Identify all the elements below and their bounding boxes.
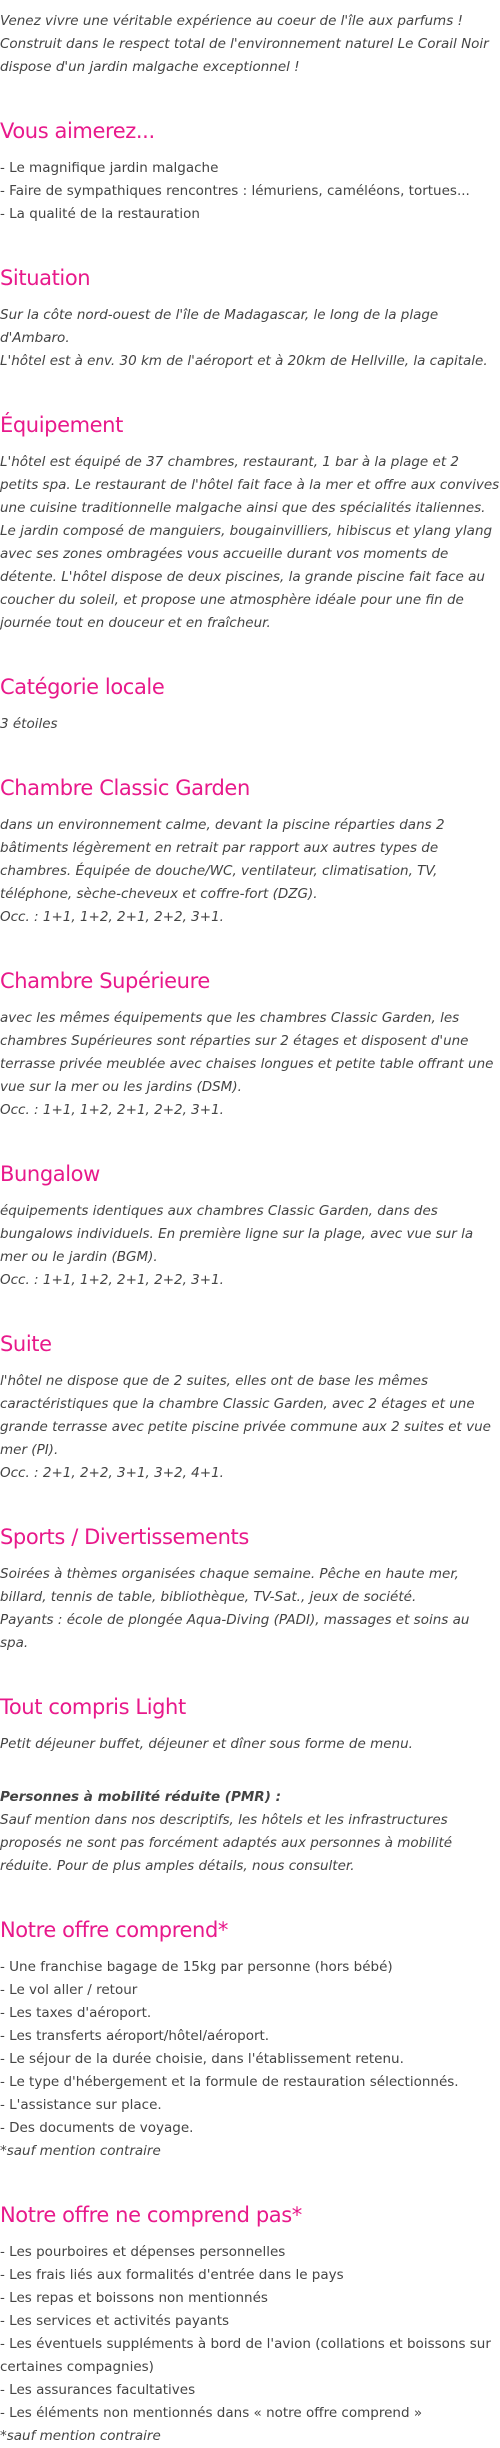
section-tout-compris	[0, 1693, 500, 1756]
included-list	[0, 1956, 500, 2140]
section-superieure	[0, 967, 500, 1122]
list-item: - Une franchise bagage de 15kg par personne (hors bébé)	[0, 1959, 393, 1975]
section-sports	[0, 1523, 500, 1655]
section-title: Sports / Divertissements	[0, 1525, 249, 1549]
equipement-text: L'hôtel est équipé de 37 chambres, restaurant, 1 bar à la plage et 2 petits spa. Le restaurant de l'hôtel fait face à la mer et offre aux convives une cuisine traditionnelle malgache ainsi que des spécialités italiennes. Le jardin composé de manguiers, bougainvilliers, hibiscus et ylang ylang avec ses zones ombragées vous accueille durant vos moments de détente. L'hôtel dispose de deux piscines, la grande piscine fait face au coucher du soleil, et propose une atmosphère idéale pour une fin de journée tout en douceur et en fraîcheur.	[0, 454, 500, 631]
room-description: avec les mêmes équipements que les chambres Classic Garden, les chambres Supérieures sont réparties sur 2 étages et disposent d'une terrasse privée meublée avec chaises longues et petite table offrant une vue sur la mer ou les jardins (DSM).	[0, 1010, 494, 1095]
footnote: *sauf mention contraire	[0, 2143, 161, 2159]
list-item: - Des documents de voyage.	[0, 2120, 194, 2136]
list-item: - Le vol aller / retour	[0, 1982, 138, 1998]
room-description: équipements identiques aux chambres Classic Garden, dans des bungalows individuels. En première ligne sur la plage, avec vue sur la mer ou le jardin (BGM).	[0, 1203, 474, 1265]
section-title: Notre offre comprend*	[0, 1918, 228, 1942]
sports-text: Soirées à thèmes organisées chaque semaine. Pêche en haute mer, billard, tennis de table, bibliothèque, TV-Sat., jeux de société.	[0, 1566, 459, 1605]
section-title: Notre offre ne comprend pas*	[0, 2203, 302, 2227]
categorie-text: 3 étoiles	[0, 716, 58, 732]
intro-text: Venez vivre une véritable expérience au coeur de l'île aux parfums ! Construit dans le respect total de l'environnement naturel Le Corail Noir dispose d'un jardin malgache exceptionnel !	[0, 13, 489, 75]
list-item: - Les taxes d'aéroport.	[0, 2005, 152, 2021]
section-pmr	[0, 1786, 500, 1878]
list-item: - Faire de sympathiques rencontres : lémuriens, caméléons, tortues...	[0, 183, 470, 199]
section-categorie	[0, 673, 500, 736]
section-equipement	[0, 411, 500, 635]
list-item: - Les services et activités payants	[0, 2313, 230, 2329]
section-title: Chambre Supérieure	[0, 969, 210, 993]
section-title: Bungalow	[0, 1162, 100, 1186]
list-item: - Les pourboires et dépenses personnelles	[0, 2244, 286, 2260]
section-offre-ne-comprend-pas	[0, 2201, 500, 2448]
excluded-list	[0, 2241, 500, 2425]
section-title: Suite	[0, 1332, 52, 1356]
room-occupancy: Occ. : 1+1, 1+2, 2+1, 2+2, 3+1.	[0, 909, 224, 925]
pmr-title: Personnes à mobilité réduite (PMR) :	[0, 1789, 281, 1805]
board-text: Petit déjeuner buffet, déjeuner et dîner sous forme de menu.	[0, 1736, 413, 1752]
list-item: - Les éventuels suppléments à bord de l'avion (collations et boissons sur certaines compagnies)	[0, 2336, 491, 2375]
section-vous-aimerez	[0, 117, 500, 226]
likes-list	[0, 157, 500, 226]
list-item: - Le séjour de la durée choisie, dans l'établissement retenu.	[0, 2051, 404, 2067]
list-item: - La qualité de la restauration	[0, 206, 200, 222]
sports-payants: Payants : école de plongée Aqua-Diving (PADI), massages et soins au spa.	[0, 1612, 470, 1651]
room-description: dans un environnement calme, devant la piscine réparties dans 2 bâtiments légèrement en retrait par rapport aux autres types de chambres. Équipée de douche/WC, ventilateur, climatisation, TV, téléphone, sèche-cheveux et coffre-fort (DZG).	[0, 817, 445, 902]
list-item: - Les transferts aéroport/hôtel/aéroport.	[0, 2028, 270, 2044]
section-title: Situation	[0, 266, 91, 290]
room-description: l'hôtel ne dispose que de 2 suites, elles ont de base les mêmes caractéristiques que la chambre Classic Garden, avec 2 étages et une grande terrasse avec petite piscine privée commune aux 2 suites et vue mer (PI).	[0, 1373, 491, 1458]
section-title: Équipement	[0, 413, 123, 437]
room-occupancy: Occ. : 1+1, 1+2, 2+1, 2+2, 3+1.	[0, 1272, 224, 1288]
footnote: *sauf mention contraire	[0, 2428, 161, 2444]
list-item: - Le magnifique jardin malgache	[0, 160, 219, 176]
section-title: Catégorie locale	[0, 675, 165, 699]
section-title: Tout compris Light	[0, 1695, 186, 1719]
situation-line: Sur la côte nord-ouest de l'île de Madagascar, le long de la plage d'Ambaro.	[0, 307, 439, 346]
section-suite	[0, 1330, 500, 1485]
situation-line: L'hôtel est à env. 30 km de l'aéroport et à 20km de Hellville, la capitale.	[0, 353, 488, 369]
section-situation	[0, 264, 500, 373]
list-item: - L'assistance sur place.	[0, 2097, 162, 2113]
list-item: - Les assurances facultatives	[0, 2382, 196, 2398]
list-item: - Les repas et boissons non mentionnés	[0, 2290, 268, 2306]
section-bungalow	[0, 1160, 500, 1292]
section-offre-comprend	[0, 1916, 500, 2163]
section-title: Chambre Classic Garden	[0, 776, 250, 800]
list-item: - Le type d'hébergement et la formule de restauration sélectionnés.	[0, 2074, 459, 2090]
section-title: Vous aimerez...	[0, 119, 155, 143]
room-occupancy: Occ. : 2+1, 2+2, 3+1, 3+2, 4+1.	[0, 1465, 224, 1481]
list-item: - Les frais liés aux formalités d'entrée dans le pays	[0, 2267, 344, 2283]
list-item: - Les éléments non mentionnés dans « notre offre comprend »	[0, 2405, 423, 2421]
pmr-text: Sauf mention dans nos descriptifs, les hôtels et les infrastructures proposés ne sont pas forcément adaptés aux personnes à mobilité réduite. Pour de plus amples détails, nous consulter.	[0, 1812, 453, 1874]
room-occupancy: Occ. : 1+1, 1+2, 2+1, 2+2, 3+1.	[0, 1102, 224, 1118]
section-classic-garden	[0, 774, 500, 929]
